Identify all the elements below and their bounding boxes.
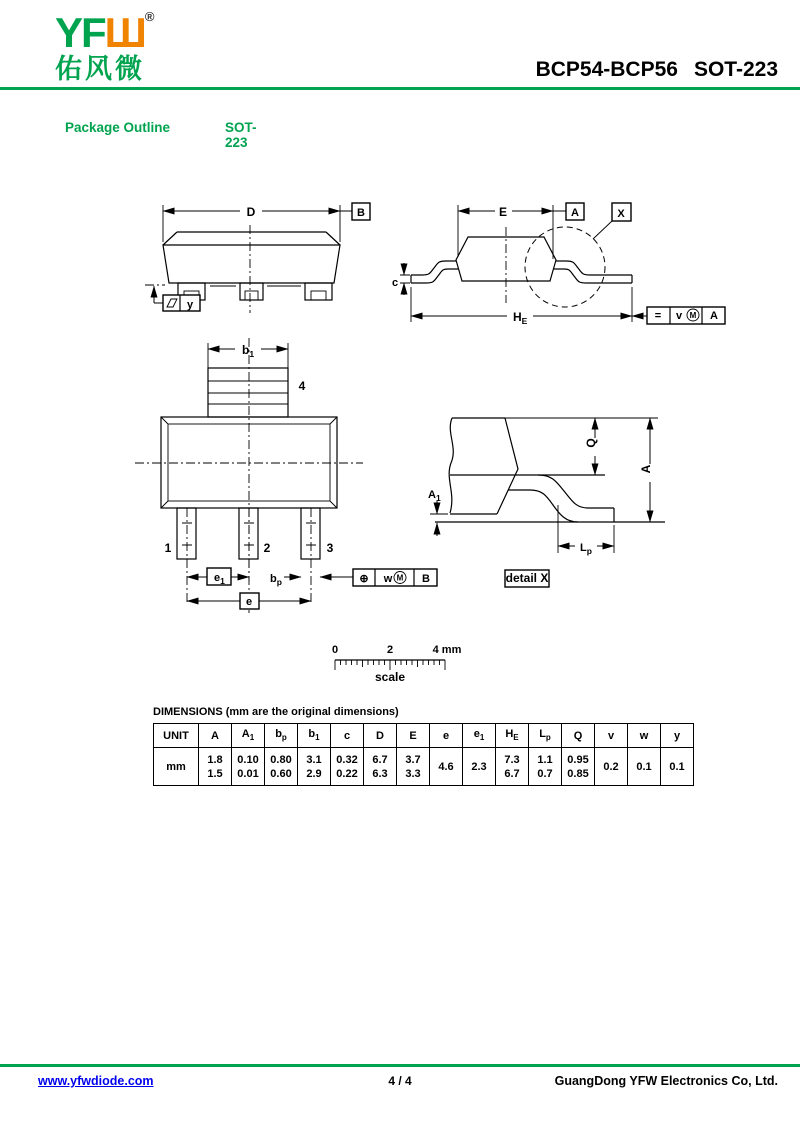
frame-datum-a: A — [710, 310, 718, 322]
dim-label-a: A — [639, 464, 653, 474]
value-cell-e: 4.6 — [430, 748, 463, 786]
col-header-Lp: $L_p$ — [529, 724, 562, 748]
flatness-tol-label: y — [186, 299, 194, 311]
col-header-unit: UNIT — [154, 724, 199, 748]
footer — [0, 1074, 800, 1094]
scale-tick-4: 4 mm — [432, 644, 462, 656]
value-cell-b1: 3.1 2.9 — [298, 748, 331, 786]
col-header-A: A — [199, 724, 232, 748]
company-name: GuangDong YFW Electronics Co, Ltd. — [554, 1074, 778, 1088]
col-header-HE: $H_E$ — [496, 724, 529, 748]
detail-x-label: X — [617, 208, 625, 220]
dim-label-q: Q — [584, 438, 598, 448]
dim-label-e-pitch: e — [245, 596, 253, 608]
pin4-label: 4 — [298, 379, 306, 393]
value-cell-E: 3.7 3.3 — [397, 748, 430, 786]
section-label: Package Outline — [65, 120, 171, 135]
scale-bar — [325, 640, 465, 685]
pin2-label: 2 — [263, 541, 271, 555]
logo-w-icon: Ш — [104, 9, 145, 56]
dim-label-c: c — [391, 277, 399, 289]
website-link[interactable]: www.yfwdiode.com — [38, 1074, 154, 1088]
dim-label-d: D — [246, 205, 256, 219]
scale-tick-2: 2 — [386, 644, 394, 656]
table-row — [154, 748, 694, 786]
dim-label-lp: $L_p$ — [580, 542, 592, 556]
tab-pin4 — [208, 368, 288, 417]
position-symbol-icon: ⊕ — [359, 573, 369, 585]
col-header-b1: $b_1$ — [298, 724, 331, 748]
dimensions-caption: DIMENSIONS (mm are the original dimensions) — [153, 706, 399, 718]
top-leads — [177, 508, 320, 559]
value-cell-HE: 7.3 6.7 — [496, 748, 529, 786]
front-leads — [178, 283, 332, 300]
value-cell-D: 6.7 6.3 — [364, 748, 397, 786]
pin3-label: 3 — [326, 541, 334, 555]
break-line — [449, 418, 453, 513]
value-cell-e1: 2.3 — [463, 748, 496, 786]
scale-tick-0: 0 — [331, 644, 339, 656]
detail-x-caption: detail X — [505, 571, 549, 585]
value-cell-y: 0.1 — [661, 748, 694, 786]
unit-cell: mm — [154, 748, 199, 786]
value-cell-Q: 0.95 0.85 — [562, 748, 595, 786]
table-header-row — [154, 724, 694, 748]
logo-wordmark — [55, 10, 154, 54]
yfw-logo — [55, 10, 154, 83]
section-package: SOT-223 — [225, 120, 257, 150]
col-header-w: w — [628, 724, 661, 748]
dimensions-section — [153, 706, 694, 786]
top-view-drawing — [130, 335, 450, 620]
doc-title — [536, 58, 778, 82]
registered-mark-icon: ® — [144, 9, 155, 24]
detail-x-drawing — [420, 395, 670, 600]
dim-label-e: E — [498, 205, 508, 219]
col-header-A1: $A_1$ — [232, 724, 265, 748]
col-header-c: c — [331, 724, 364, 748]
value-cell-v: 0.2 — [595, 748, 628, 786]
col-header-bp: $b_p$ — [265, 724, 298, 748]
col-header-y: y — [661, 724, 694, 748]
scale-ticks — [335, 660, 445, 670]
value-cell-w: 0.1 — [628, 748, 661, 786]
col-header-v: v — [595, 724, 628, 748]
logo-chinese-name: 佑风微 — [55, 54, 145, 84]
footer-rule — [0, 1064, 800, 1067]
page-number: 4 / 4 — [388, 1074, 412, 1088]
dim-label-e1: $e_1$ — [214, 572, 225, 586]
side-view-drawing — [388, 195, 740, 337]
col-header-E: E — [397, 724, 430, 748]
datum-a-label: A — [571, 207, 579, 219]
logo-yf: YF — [55, 9, 105, 56]
value-cell-A1: 0.10 0.01 — [232, 748, 265, 786]
value-cell-Lp: 1.1 0.7 — [529, 748, 562, 786]
part-number: BCP54-BCP56 — [535, 58, 678, 81]
section-title — [65, 120, 257, 150]
dimensions-table — [153, 723, 694, 786]
dim-label-bp: $b_p$ — [270, 573, 282, 587]
scale-label: scale — [374, 670, 406, 684]
symmetry-symbol-icon: = — [654, 310, 662, 322]
front-view-drawing — [140, 195, 388, 320]
datum-b-label: B — [357, 207, 365, 219]
tolerance-value-v: v — [675, 310, 683, 322]
col-header-e: e — [430, 724, 463, 748]
dim-label-he: $H_E$ — [513, 310, 528, 326]
tolerance-frame-he — [647, 307, 725, 324]
dim-label-a1: $A_1$ — [428, 489, 441, 503]
value-cell-A: 1.8 1.5 — [199, 748, 232, 786]
package-name: SOT-223 — [693, 58, 778, 81]
svg-text:M: M — [689, 311, 697, 320]
col-header-e1: $e_1$ — [463, 724, 496, 748]
col-header-D: D — [364, 724, 397, 748]
tolerance-value-w: w — [383, 573, 393, 585]
header-rule — [0, 87, 800, 90]
col-header-Q: Q — [562, 724, 595, 748]
frame-datum-b: B — [422, 573, 430, 585]
svg-text:M: M — [396, 573, 404, 583]
value-cell-c: 0.32 0.22 — [331, 748, 364, 786]
value-cell-bp: 0.80 0.60 — [265, 748, 298, 786]
side-leads — [411, 261, 632, 283]
dim-label-b1: $b_1$ — [242, 343, 255, 359]
pin1-label: 1 — [164, 541, 172, 555]
